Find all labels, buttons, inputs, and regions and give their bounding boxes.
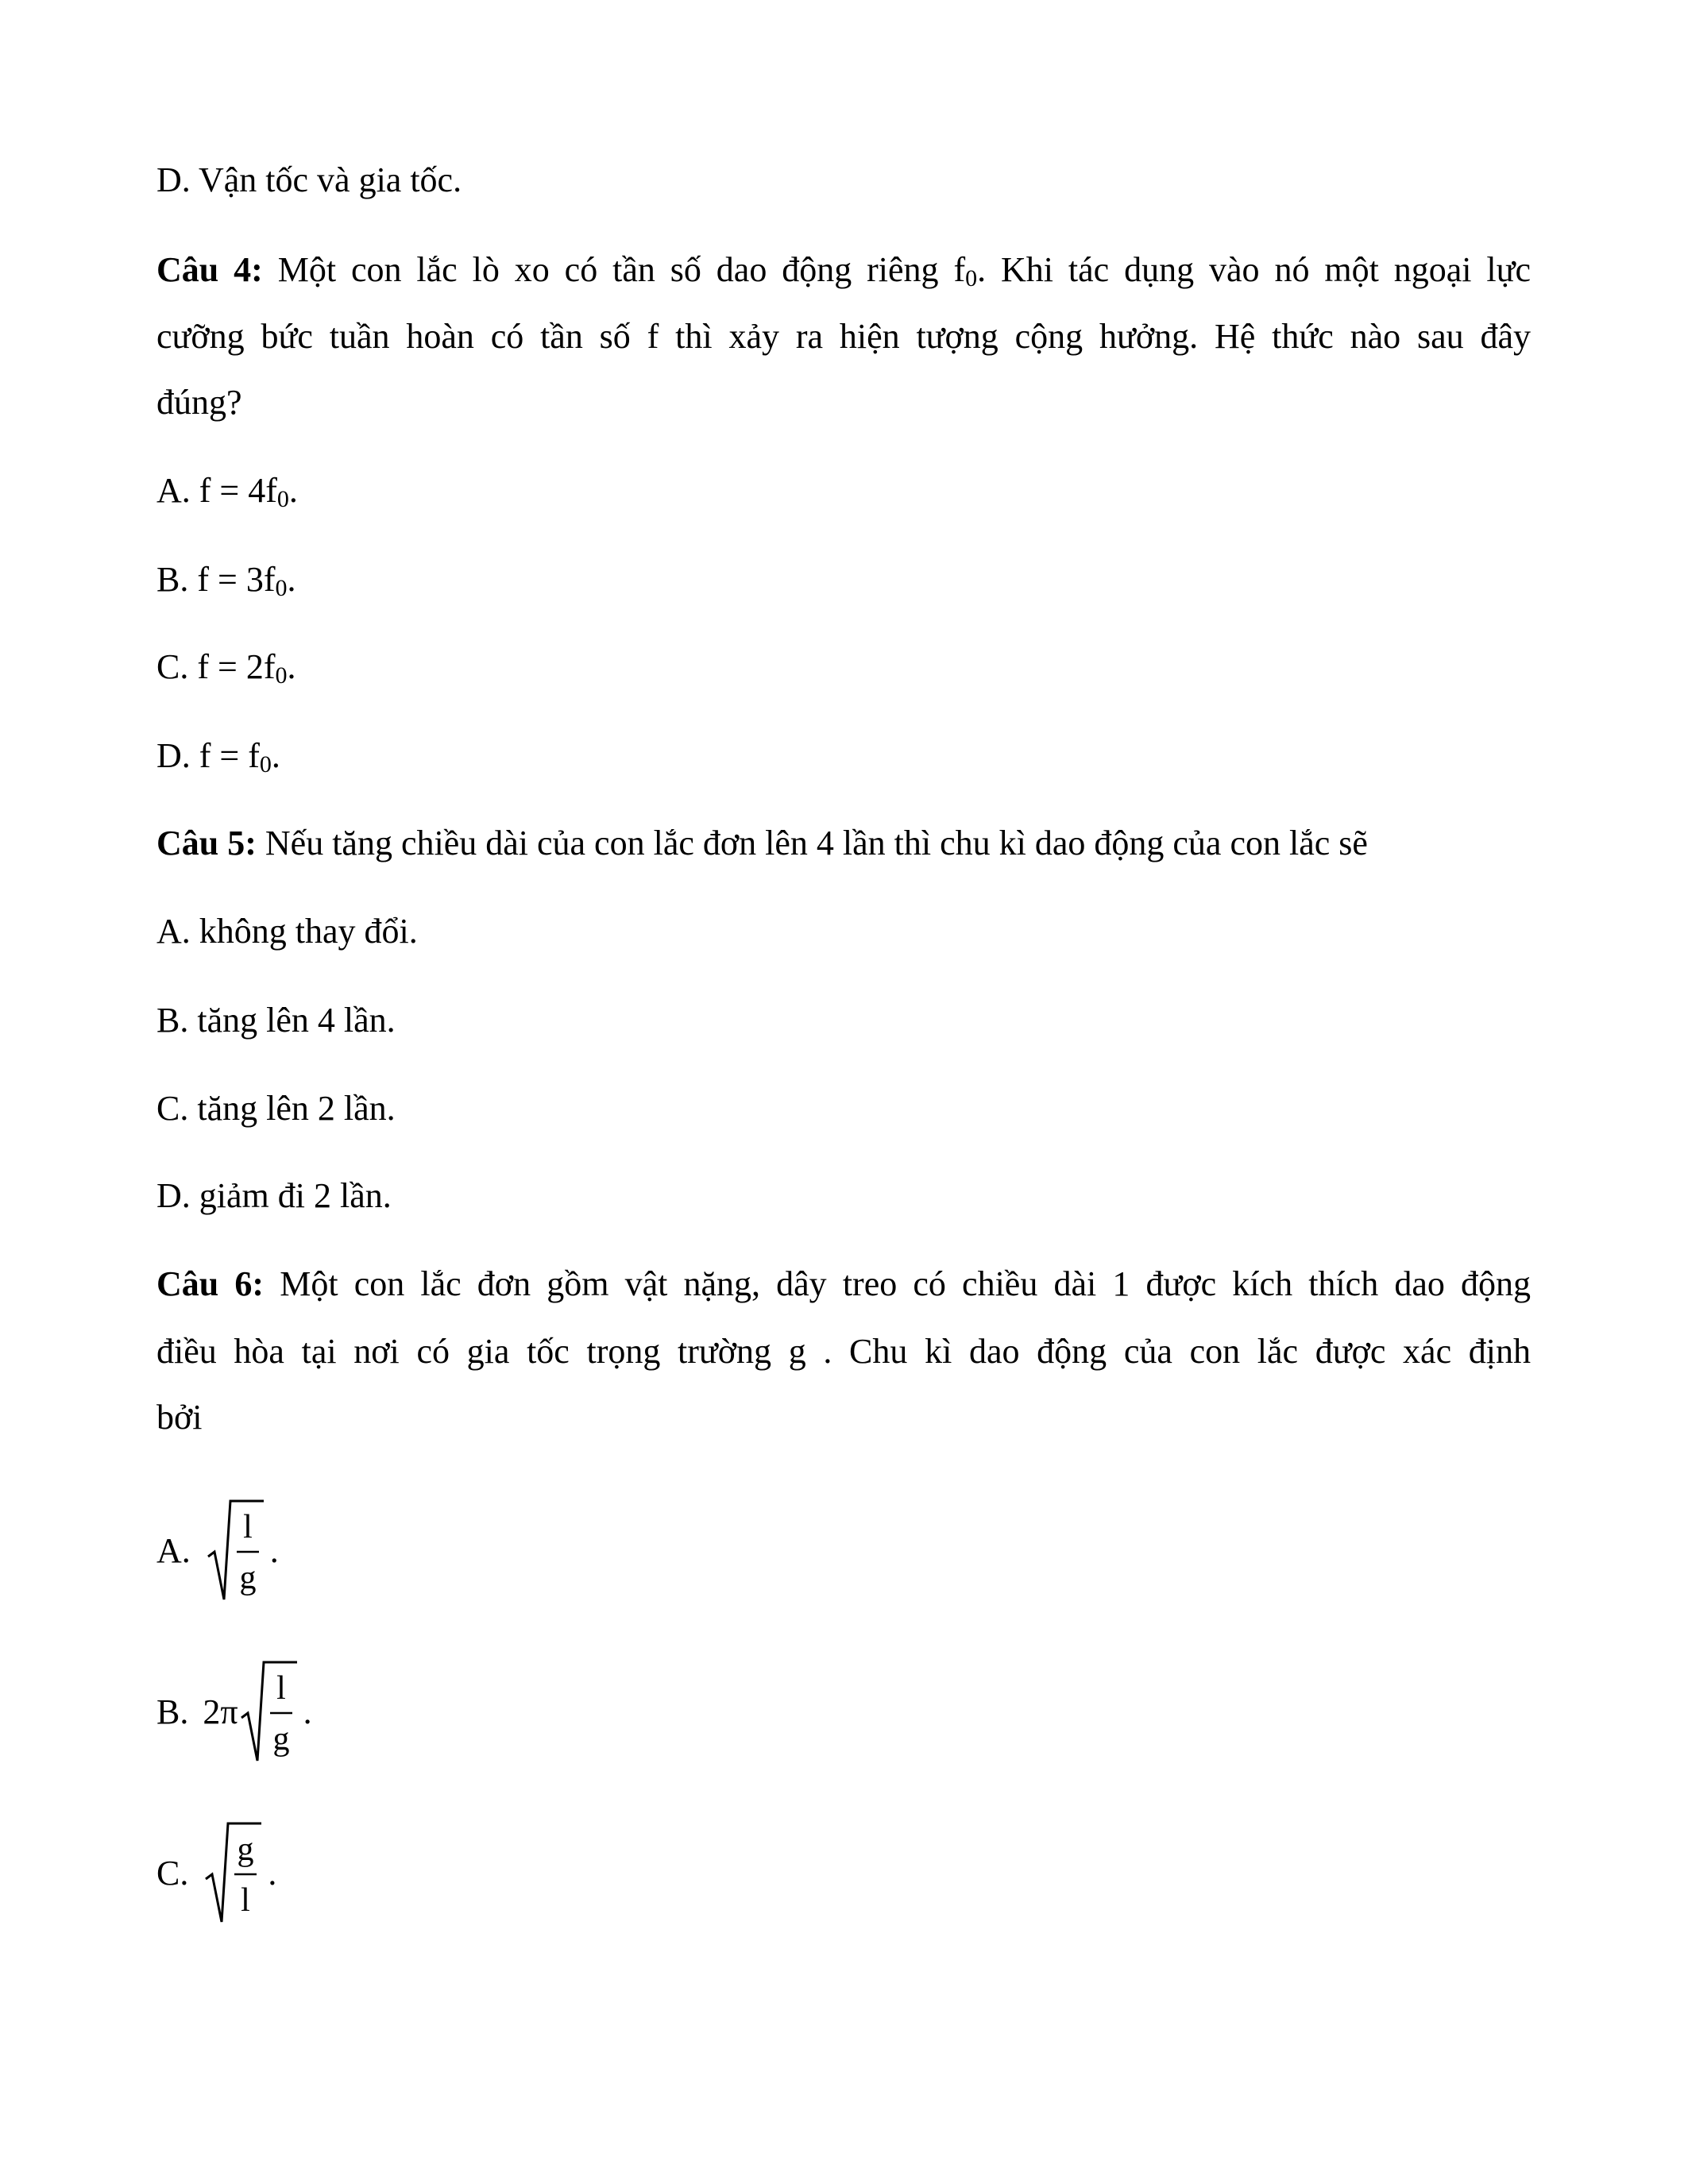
- q4-line3-text: đúng?: [156, 383, 242, 422]
- q4-line1-rest: . Khi tác dụng vào nó một ngoại lực: [977, 250, 1531, 289]
- q6-label: Câu 6:: [156, 1264, 265, 1303]
- q4-line1-text: Một con lắc lò xo có tần số dao động riêng f: [277, 250, 966, 289]
- q5-option-c: C. tăng lên 2 lần.: [156, 1089, 396, 1128]
- q6-option-c-sqrt-fraction: [204, 1817, 263, 1928]
- q4-option-d: D. $f = f_0$.: [156, 736, 280, 778]
- q6-option-a-sqrt-fraction: [207, 1495, 265, 1606]
- q5-option-b: B. tăng lên 4 lần.: [156, 1001, 396, 1040]
- q4-line1-sub: 0: [965, 265, 978, 291]
- q6-option-c-denominator: l: [241, 1882, 251, 1919]
- q4-label: Câu 4:: [156, 250, 263, 289]
- q6-line3-text: bởi: [156, 1398, 203, 1437]
- q6-line-1: [156, 1264, 1532, 1303]
- q6-option-b-numerator: l: [276, 1670, 286, 1707]
- q6-line2-text: điều hòa tại nơi có gia tốc trọng trường g . Chu kì dao động của con lắc được xác định: [156, 1332, 1531, 1371]
- q4-line2-text: cưỡng bức tuần hoàn có tần số f thì xảy ra hiện tượng cộng hưởng. Hệ thức nào sau đây: [156, 317, 1531, 356]
- q6-option-c: C. g l .: [156, 1817, 276, 1928]
- q5-option-d: D. giảm đi 2 lần.: [156, 1176, 392, 1215]
- q6-option-a-denominator: g: [239, 1560, 257, 1596]
- q3-option-d: [156, 160, 462, 199]
- q6-option-a-numerator: l: [242, 1509, 253, 1545]
- q5-line1-text: Nếu tăng chiều dài của con lắc đơn lên 4 lần thì chu kì dao động của con lắc sẽ: [265, 824, 1368, 862]
- q6-option-b: B. 2π l g .: [156, 1656, 312, 1767]
- q4-line-3: [156, 385, 242, 420]
- q5-label: Câu 5:: [156, 824, 257, 862]
- q3-option-d-text: D. Vận tốc và gia tốc.: [156, 160, 462, 199]
- q6-option-b-denominator: g: [272, 1721, 290, 1758]
- q6-option-a: A. l g .: [156, 1495, 279, 1606]
- q4-line-2: [156, 319, 1531, 354]
- q6-line-2: [156, 1334, 1531, 1369]
- q4-option-c: C. $f = 2f_0$.: [156, 647, 296, 689]
- q6-line1-text: Một con lắc đơn gồm vật nặng, dây treo có chiều dài 1 được kích thích dao động: [280, 1264, 1532, 1303]
- q4-option-b: B. $f = 3f_0$.: [156, 560, 296, 601]
- q5-line-1: [156, 826, 1368, 861]
- q6-line-3: [156, 1400, 203, 1435]
- q6-option-c-numerator: g: [237, 1831, 254, 1868]
- q5-option-a: A. không thay đổi.: [156, 912, 418, 951]
- q4-line-1: [156, 250, 1531, 291]
- q4-option-a: A. $f = 4f_0$.: [156, 471, 298, 512]
- q6-option-b-sqrt-fraction: [240, 1656, 299, 1767]
